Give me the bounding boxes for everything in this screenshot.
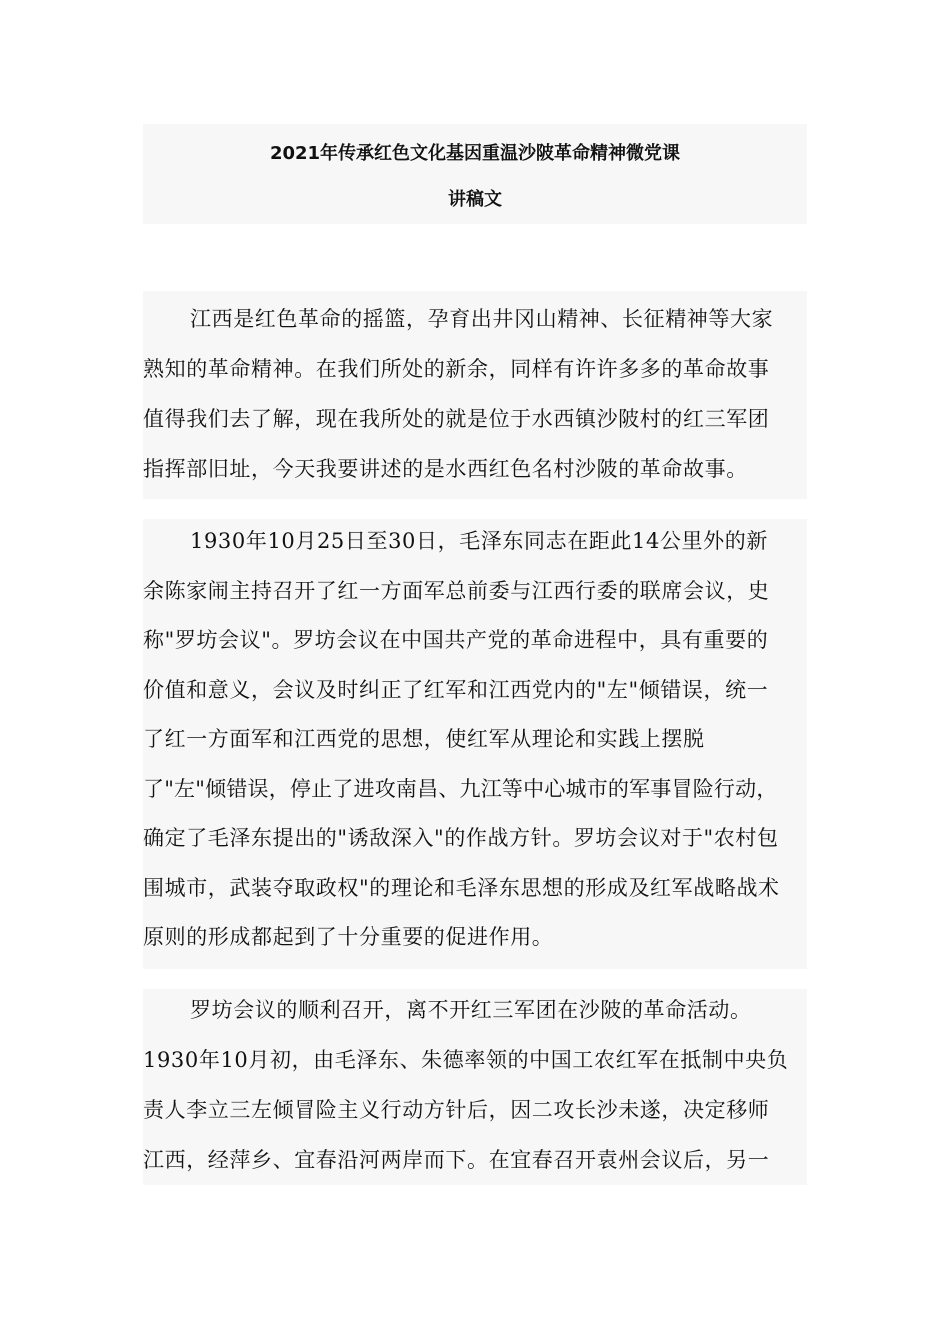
paragraph-line: 围城市，武装夺取政权"的理论和毛泽东思想的形成及红军战略战术 — [143, 876, 780, 900]
paragraph-line: 了"左"倾错误，停止了进攻南昌、九江等中心城市的军事冒险行动， — [143, 777, 778, 801]
paragraph-line: 了红一方面军和江西党的思想，使红军从理论和实践上摆脱 — [143, 727, 705, 751]
paragraph-line: 1930年10月初，由毛泽东、朱德率领的中国工农红军在抵制中央负 — [143, 1048, 789, 1072]
document-title — [143, 124, 807, 224]
paragraph-line: 罗坊会议的顺利召开，离不开红三军团在沙陂的革命活动。 — [190, 998, 752, 1022]
paragraph-1 — [143, 291, 807, 499]
paragraph-line: 余陈家闹主持召开了红一方面军总前委与江西行委的联席会议，史 — [143, 579, 770, 603]
title-line-1: 2021年传承红色文化基因重温沙陂革命精神微党课 — [269, 143, 681, 164]
paragraph-line: 江西，经萍乡、宜春沿河两岸而下。在宜春召开袁州会议后，另一 — [143, 1148, 770, 1172]
paragraph-line: 指挥部旧址，今天我要讲述的是水西红色名村沙陂的革命故事。 — [143, 457, 748, 481]
paragraph-2 — [143, 519, 807, 969]
paragraph-line: 原则的形成都起到了十分重要的促进作用。 — [143, 925, 554, 949]
title-line-2: 讲稿文 — [448, 189, 502, 210]
paragraph-line: 江西是红色革命的摇篮，孕育出井冈山精神、长征精神等大家 — [190, 307, 774, 331]
paragraph-3 — [143, 989, 807, 1185]
paragraph-line: 责人李立三左倾冒险主义行动方针后，因二攻长沙未遂，决定移师 — [143, 1098, 770, 1122]
paragraph-line: 价值和意义，会议及时纠正了红军和江西党内的"左"倾错误，统一 — [143, 678, 769, 702]
paragraph-line: 1930年10月25日至30日，毛泽东同志在距此14公里外的新 — [190, 529, 768, 553]
paragraph-line: 确定了毛泽东提出的"诱敌深入"的作战方针。罗坊会议对于"农村包 — [143, 826, 779, 850]
paragraph-line: 值得我们去了解，现在我所处的就是位于水西镇沙陂村的红三军团 — [143, 407, 770, 431]
paragraph-line: 熟知的革命精神。在我们所处的新余，同样有许许多多的革命故事 — [143, 357, 770, 381]
paragraph-line: 称"罗坊会议"。罗坊会议在中国共产党的革命进程中，具有重要的 — [143, 628, 769, 652]
